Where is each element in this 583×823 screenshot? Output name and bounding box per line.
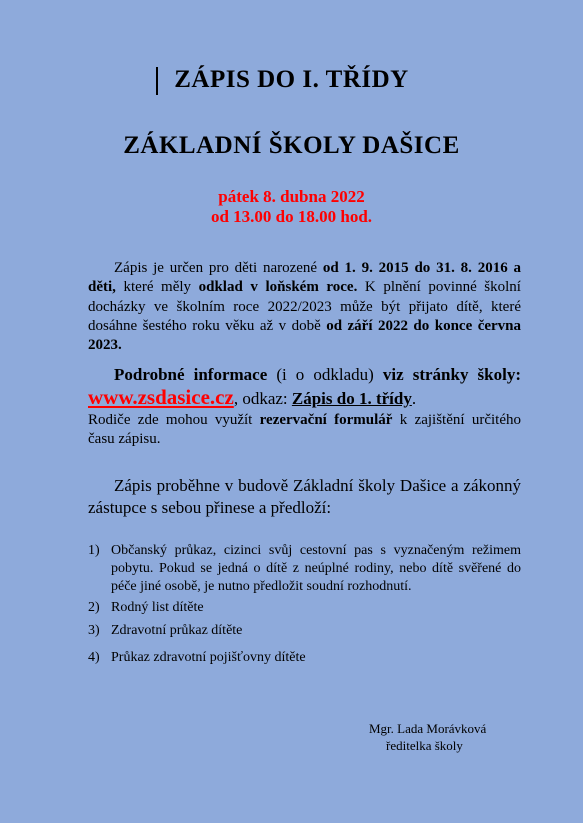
list-item-text: Občanský průkaz, cizinci svůj cestovní pas s vyznačeným režimem pobytu. Pokud se jedná o dítě z neúplné rodiny, nebo dítě svěřené do péče jiné osobě, je nutno předložit soudní rozhodnutí. xyxy=(111,543,521,594)
p2-text-3: . xyxy=(411,389,417,408)
event-date: pátek 8. dubna 2022 xyxy=(218,187,365,206)
list-item-text: Průkaz zdravotní pojišťovny dítěte xyxy=(111,650,306,665)
event-time: od 13.00 do 18.00 hod. xyxy=(210,207,373,226)
list-item xyxy=(88,542,521,596)
documents-list xyxy=(88,542,521,667)
list-item xyxy=(88,622,521,640)
title-line-2: ZÁKLADNÍ ŠKOLY DAŠICE xyxy=(123,132,460,159)
school-website-link[interactable]: www.zsdasice.cz xyxy=(88,385,234,409)
signature-role: ředitelka školy xyxy=(386,738,463,753)
p1-text-2: které měly xyxy=(115,279,199,296)
title-line-1: ZÁPIS DO I. TŘÍDY xyxy=(174,66,409,93)
p2-text-2: , odkaz: xyxy=(233,389,292,408)
list-item-number: 3) xyxy=(88,623,100,638)
info-paragraph xyxy=(88,364,521,410)
p1-text-3: K plnění povinné školní docházky ve školním roce 2022/2023 může být přijato dítě, které dosáhne šestého roku věku až v době xyxy=(88,279,521,334)
p2-text-4: Rodiče zde mohou využít xyxy=(88,412,260,428)
reservation-form: rezervační formulář xyxy=(259,412,393,428)
list-item-number: 4) xyxy=(88,650,100,665)
enrollment-link[interactable]: Zápis do 1. třídy xyxy=(291,389,412,408)
p1-deferral: odklad v loňském roce. xyxy=(198,279,358,296)
list-item-text: Zdravotní průkaz dítěte xyxy=(111,623,243,638)
eligibility-paragraph xyxy=(88,259,521,355)
p1-age-range: od září 2022 do konce června 2023. xyxy=(88,317,522,354)
p1-birth-range: od 1. 9. 2015 do 31. 8. 2016 a děti, xyxy=(88,260,521,296)
reservation-paragraph xyxy=(88,411,521,449)
signature-name: Mgr. Lada Morávková xyxy=(369,721,487,736)
list-item xyxy=(88,649,521,667)
p2-see-pages: viz stránky školy: xyxy=(382,365,521,384)
location-paragraph: Zápis proběhne v budově Základní školy Dašice a zákonný zástupce s sebou přinese a předloží: xyxy=(88,476,521,517)
list-item xyxy=(88,599,521,617)
list-item-text: Rodný list dítěte xyxy=(111,600,204,615)
p2-detailed-info: Podrobné informace xyxy=(114,365,268,384)
p2-text-1: (i o odkladu) xyxy=(267,365,383,384)
list-item-number: 1) xyxy=(88,543,100,558)
p1-text-1: Zápis je určen pro děti narozené xyxy=(114,260,323,276)
p2-text-5: k zajištění určitého času zápisu. xyxy=(88,412,521,447)
list-item-number: 2) xyxy=(88,600,100,615)
